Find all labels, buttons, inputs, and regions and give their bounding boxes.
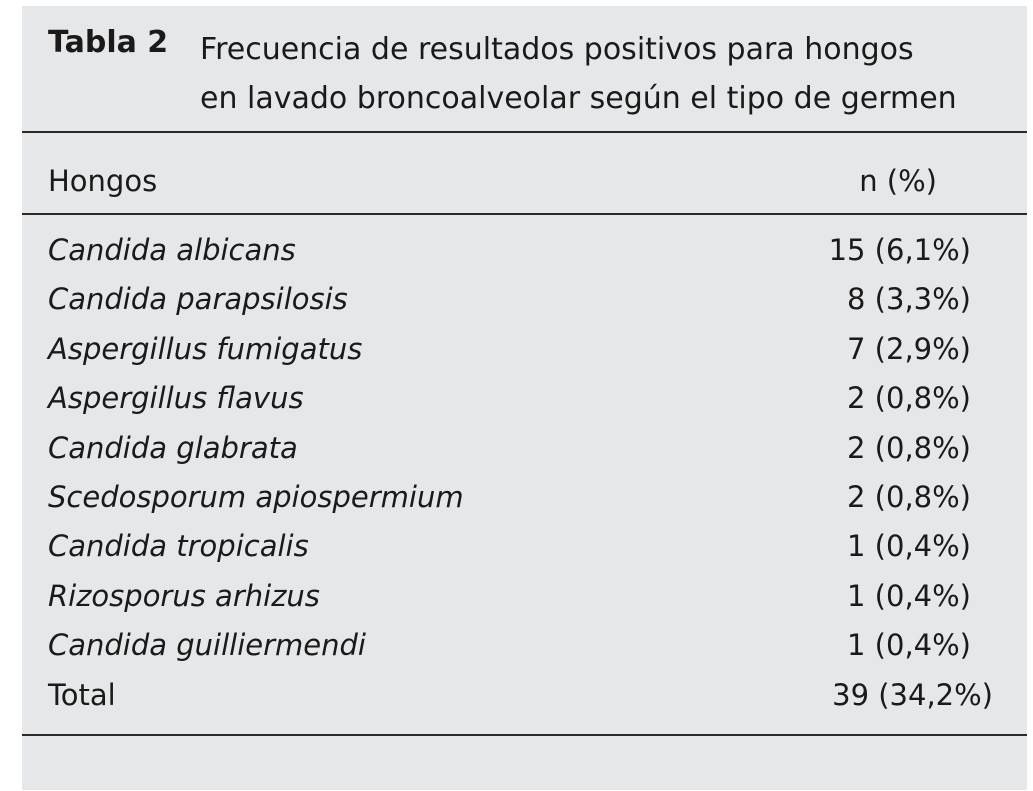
row-5-value: 2 (0,8%) bbox=[847, 431, 971, 465]
bottom-rule bbox=[22, 734, 1027, 736]
row-7-value: 1 (0,4%) bbox=[847, 529, 971, 563]
column-header-n-pct: n (%) bbox=[859, 164, 937, 198]
caption-line-2: en lavado broncoalveolar según el tipo de germen bbox=[200, 81, 957, 116]
row-2-value: 8 (3,3%) bbox=[847, 282, 971, 316]
row-8-fungus: Rizosporus arhizus bbox=[48, 579, 320, 613]
table-label: Tabla 2 bbox=[48, 25, 169, 60]
total-label: Total bbox=[48, 678, 116, 712]
table-caption bbox=[200, 25, 957, 123]
row-5-fungus: Candida glabrata bbox=[48, 431, 298, 465]
caption-rule bbox=[22, 131, 1027, 133]
caption-line-1: Frecuencia de resultados positivos para hongos bbox=[200, 32, 914, 67]
row-6-fungus: Scedosporum apiospermium bbox=[48, 480, 464, 514]
row-9-fungus: Candida guilliermendi bbox=[48, 628, 366, 662]
row-1-value: 15 (6,1%) bbox=[828, 233, 971, 267]
row-6-value: 2 (0,8%) bbox=[847, 480, 971, 514]
row-4-fungus: Aspergillus flavus bbox=[48, 381, 304, 415]
row-3-fungus: Aspergillus fumigatus bbox=[48, 332, 363, 366]
column-header-hongos: Hongos bbox=[48, 164, 158, 198]
row-4-value: 2 (0,8%) bbox=[847, 381, 971, 415]
row-7-fungus: Candida tropicalis bbox=[48, 529, 309, 563]
total-value: 39 (34,2%) bbox=[832, 678, 993, 712]
row-2-fungus: Candida parapsilosis bbox=[48, 282, 348, 316]
row-8-value: 1 (0,4%) bbox=[847, 579, 971, 613]
header-rule bbox=[22, 213, 1027, 215]
row-9-value: 1 (0,4%) bbox=[847, 628, 971, 662]
row-1-fungus: Candida albicans bbox=[48, 233, 296, 267]
row-3-value: 7 (2,9%) bbox=[847, 332, 971, 366]
